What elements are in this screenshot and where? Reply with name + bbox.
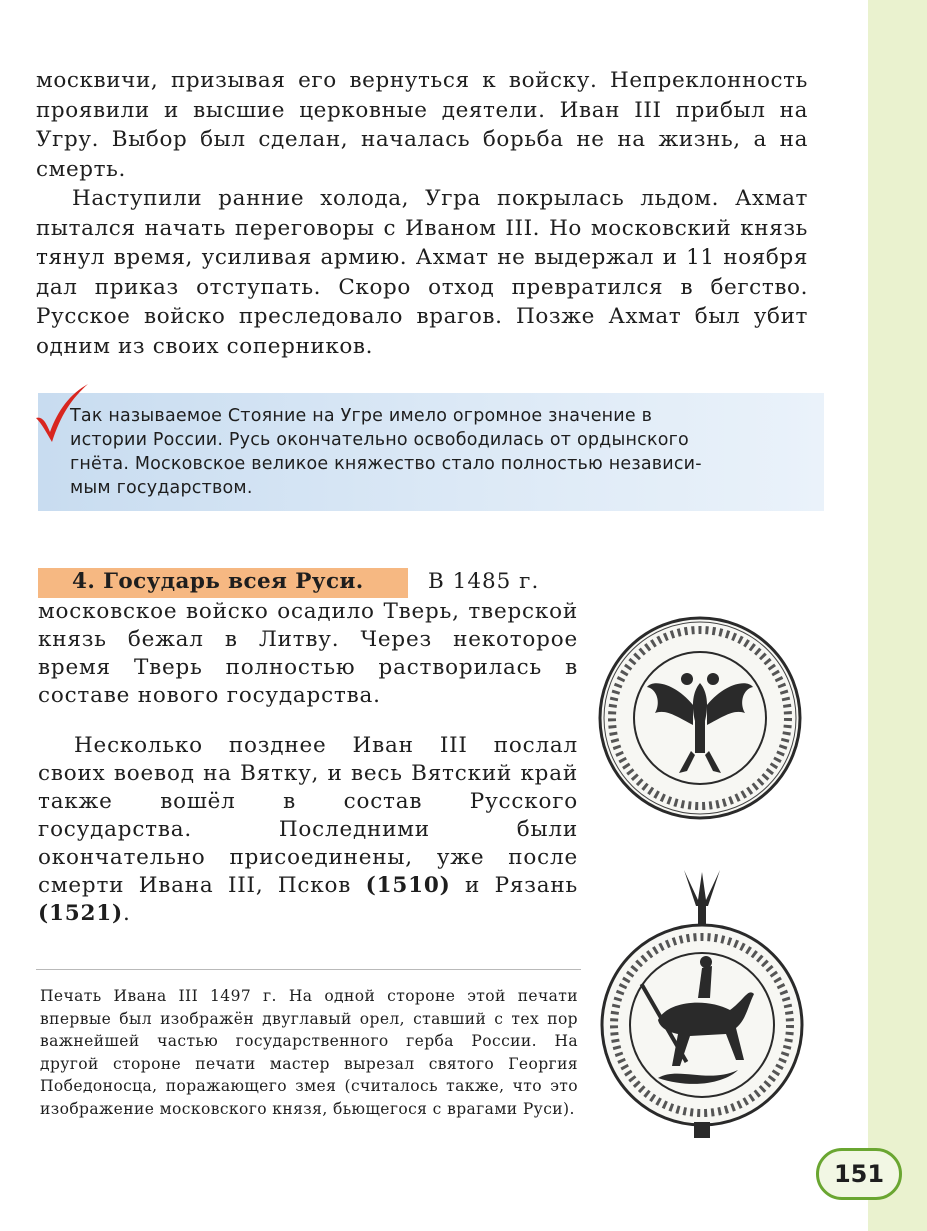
sentence-end: . — [122, 901, 131, 926]
page-margin-strip — [868, 0, 927, 1231]
callout-line: мым государством. — [70, 478, 253, 498]
callout-line: истории России. Русь окончательно освободилась от ордынского — [70, 430, 689, 450]
section-heading: 4. Государь всея Руси. — [72, 569, 364, 594]
page-number-badge: 151 — [816, 1148, 902, 1200]
and-ryazan: и Рязань — [465, 873, 578, 898]
section-heading-continuation: В 1485 г. — [428, 569, 540, 594]
callout-line: гнёта. Московское великое княжество стало полностью независи- — [70, 454, 702, 474]
seal-caption: Печать Ивана III 1497 г. На одной стороне этой печати впервые был изображён двуглавый орел, ставший с тех пор важнейшей частью государственного герба России. На другой стороне печати мастер вырезал святого Георгия Победоносца, поражающего змея (считалось также, что это изображение московского князя, бьющегося с врагами Руси). — [40, 987, 578, 1118]
year-pskov: (1510) — [365, 873, 451, 898]
section-paragraph-2 — [38, 732, 578, 928]
double-headed-eagle-icon — [595, 613, 805, 823]
callout-text — [70, 404, 812, 500]
caption-divider — [36, 969, 581, 970]
paragraph-2: Наступили ранние холода, Угра покрылась льдом. Ахмат пытался начать переговоры с Иваном III. Но московский князь тянул время, усиливая армию. Ахмат не выдержал и 11 ноября дал приказ отступать. Скоро отход превратился в бегство. Русское войско преследовало врагов. Позже Ахмат был убит одним из своих соперников. — [36, 186, 808, 359]
paragraph-1: москвичи, призывая его вернуться к войску. Непреклонность проявили и высшие церковные деятели. Иван III прибыл на Угру. Выбор был сделан, началась борьба не на жизнь, а на смерть. — [36, 68, 808, 182]
saint-george-rider-icon — [598, 870, 806, 1140]
section-paragraph-2-text: Несколько позднее Иван III послал своих воевод на Вятку, и весь Вятский край также вошёл в состав Русского государства. Последними были окончательно присоединены, уже после смерти Ивана III, Псков — [38, 733, 578, 898]
year-ryazan: (1521) — [38, 901, 123, 926]
callout-line: Так называемое Стояние на Угре имело огромное значение в — [70, 406, 653, 426]
section-paragraph-1: московское войско осадило Тверь, тверской князь бежал в Литву. Через некоторое время Тверь полностью растворилась в составе нового государства. — [38, 599, 578, 708]
